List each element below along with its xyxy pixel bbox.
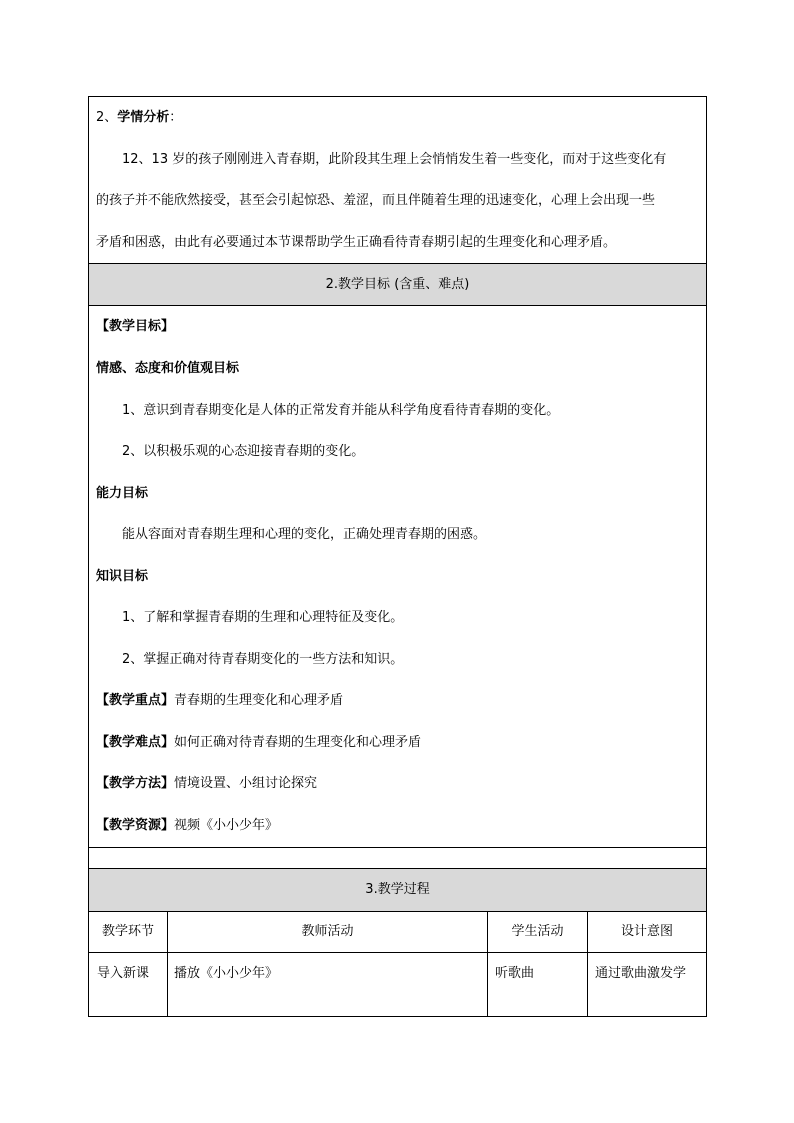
- knowledge-goal-item: 2、掌握正确对待青春期变化的一些方法和知识。: [122, 652, 404, 667]
- emotion-goal-item: 1、意识到青春期变化是人体的正常发育并能从科学角度看待青春期的变化。: [122, 403, 560, 418]
- column-header-teacher-activity: 教师活动: [301, 924, 354, 939]
- paragraph-line: 矛盾和困惑，由此有必要通过本节课帮助学生正确看待青春期引起的生理变化和心理矛盾。: [96, 235, 617, 250]
- method-label: 【教学方法】: [96, 776, 175, 791]
- process-section-header: 3.教学过程: [365, 882, 430, 897]
- key-text: 青春期的生理变化和心理矛盾: [174, 693, 344, 708]
- ability-goal-title: 能力目标: [96, 486, 149, 501]
- section-heading-learner-analysis: [96, 110, 182, 126]
- heading-colon: ：: [169, 110, 183, 125]
- heading-title: 学情分析: [117, 110, 170, 125]
- teaching-method: [96, 776, 317, 792]
- column-header-design-intent: 设计意图: [620, 924, 673, 939]
- difficulty-text: 如何正确对待青春期的生理变化和心理矛盾: [174, 735, 422, 750]
- knowledge-goal-title: 知识目标: [96, 569, 149, 584]
- knowledge-goal-item: 1、了解和掌握青春期的生理和心理特征及变化。: [122, 610, 404, 625]
- table-cell-design-intent: 通过歌曲激发学: [595, 966, 687, 981]
- divider: [88, 305, 707, 306]
- key-label: 【教学重点】: [96, 693, 175, 708]
- resource-label: 【教学资源】: [96, 818, 175, 833]
- heading-number: 2、: [96, 110, 118, 125]
- emotion-goal-item: 2、以积极乐观的心态迎接青春期的变化。: [122, 444, 365, 459]
- teaching-key-point: [96, 693, 343, 709]
- teaching-resource: [96, 818, 278, 834]
- teaching-difficulty: [96, 735, 421, 751]
- resource-text: 视频《小小少年》: [174, 818, 279, 833]
- divider: [88, 911, 707, 912]
- column-header-stage: 教学环节: [101, 924, 154, 939]
- divider: [88, 263, 707, 264]
- difficulty-label: 【教学难点】: [96, 735, 175, 750]
- method-text: 情境设置、小组讨论探究: [174, 776, 318, 791]
- goals-label: 【教学目标】: [96, 319, 175, 334]
- ability-goal-item: 能从容面对青春期生理和心理的变化，正确处理青春期的困惑。: [122, 527, 487, 542]
- divider: [88, 868, 707, 869]
- column-header-student-activity: 学生活动: [511, 924, 564, 939]
- goals-section-header: 2.教学目标 (含重、难点): [325, 277, 470, 292]
- table-cell-teacher-activity: 播放《小小少年》: [174, 966, 279, 981]
- emotion-goal-title: 情感、态度和价值观目标: [96, 361, 240, 376]
- divider: [88, 847, 707, 848]
- divider: [88, 952, 707, 953]
- paragraph-line: 12、13 岁的孩子刚刚进入青春期，此阶段其生理上会悄悄发生着一些变化，而对于这些变化有: [122, 152, 667, 167]
- table-cell-stage: 导入新课: [97, 966, 150, 981]
- paragraph-line: 的孩子并不能欣然接受，甚至会引起惊恐、羞涩，而且伴随着生理的迅速变化，心理上会出现一些: [96, 193, 656, 208]
- table-cell-student-activity: 听歌曲: [495, 966, 535, 981]
